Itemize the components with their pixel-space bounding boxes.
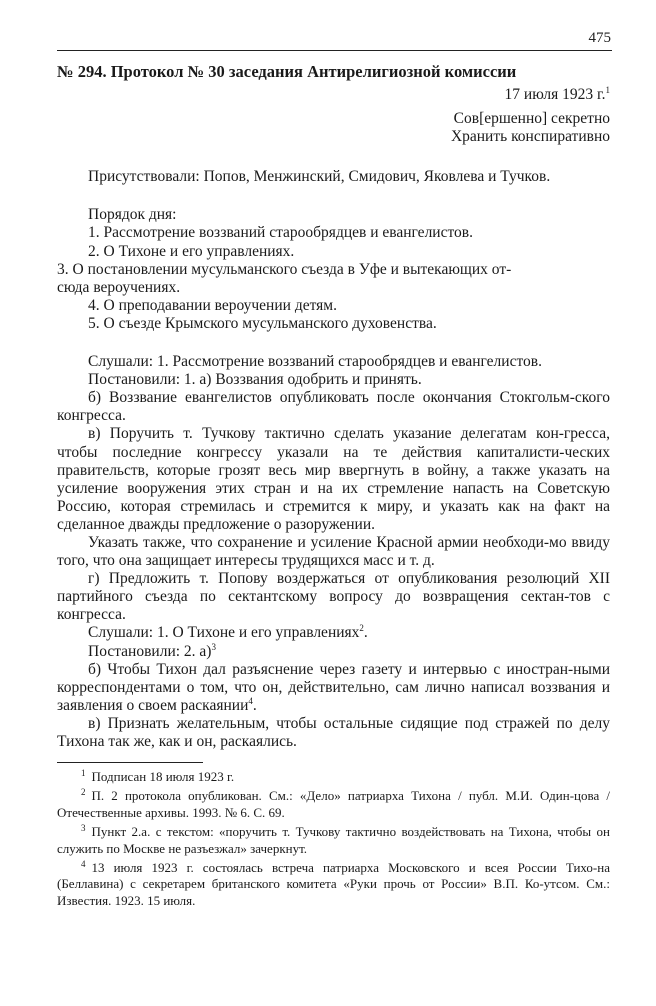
classification-confidential: Хранить конспиративно [450, 128, 610, 146]
header-rule [57, 50, 612, 51]
heard-item-2-text: Слушали: 1. О Тихоне и его управлениях [88, 624, 360, 642]
footnote-ref-4: 4 [248, 695, 253, 706]
footnote-2 [57, 788, 610, 821]
footnote-text: П. 2 протокола опубликован. См.: «Дело» патриарха Тихона / публ. М.И. Один-цова / Отечественные архивы. 1993. № 6. С. 69. [57, 788, 610, 820]
footnote-number: 2 [81, 787, 86, 798]
resolved-item-2b-end: . [252, 696, 257, 714]
footnote-3 [57, 824, 610, 857]
footnote-ref-2: 2 [359, 623, 364, 634]
heard-item-1: Слушали: 1. Рассмотрение воззваний старообрядцев и евангелистов. [88, 353, 542, 371]
agenda-item: 2. О Тихоне и его управлениях. [88, 242, 295, 260]
minutes [57, 353, 610, 751]
resolved-item-2a-text: Постановили: 2. а) [88, 642, 212, 660]
resolved-item-1b: б) Воззвание евангелистов опубликовать после окончания Стокгольм-ского конгресса. [57, 389, 610, 425]
resolved-item-1d: г) Предложить т. Попову воздержаться от опубликования резолюций XII партийного съезда по сектантскому вопросу до возвращения сектан-тов с конгресса. [57, 570, 610, 624]
document-body [57, 62, 610, 751]
footnote-separator [57, 762, 203, 763]
date-footnote-ref: 1 [605, 84, 610, 95]
document-title: № 294. Протокол № 30 заседания Антирелигиозной комиссии [57, 62, 517, 81]
classification-secret: Сов[ершенно] секретно [453, 110, 610, 128]
heard-item-2-end: . [363, 624, 368, 642]
resolved-item-2b [57, 661, 610, 715]
footnote-1 [57, 769, 610, 785]
agenda-item: 5. О съезде Крымского мусульманского духовенства. [88, 314, 437, 332]
footnote-number: 4 [81, 858, 86, 869]
footnote-number: 3 [81, 822, 86, 833]
agenda-item: 3. О постановлении мусульманского съезда в Уфе и вытекающих от- сюда вероучениях. [57, 260, 512, 296]
footnote-text: 13 июля 1923 г. состоялась встреча патриарха Московского и всея России Тихо-на (Беллавина) с секретарем британского комитета «Руки прочь от России» В.П. Ко-утсом. См.: Известия. 1923. 15 июля. [57, 860, 610, 908]
footnotes [57, 769, 610, 912]
agenda-item: 1. Рассмотрение воззваний старообрядцев и евангелистов. [88, 224, 473, 242]
resolved-item-1c-cont: Указать также, что сохранение и усиление Красной армии необходи-мо ввиду того, что она защищает интересы трудящихся масс и т. д. [57, 533, 610, 570]
classification-block [57, 110, 610, 146]
footnote-text: Пункт 2.а. с текстом: «поручить т. Тучкову тактично воздействовать на Тихона, чтобы он служить по Москве не разъезжал» зачеркнут. [57, 824, 610, 856]
attendees-line: Присутствовали: Попов, Менжинский, Смидович, Яковлева и Тучков. [88, 168, 551, 186]
footnote-ref-3: 3 [211, 641, 216, 652]
footnote-4 [57, 860, 610, 909]
resolved-item-1c: в) Поручить т. Тучкову тактично сделать указание делегатам кон-гресса, чтобы последние конгрессу указали на те действия капиталисти-ческих правительств, которые грозят весь мир ввергнуть в войну, а также указать на усиление вооружения этих стран и на их стремление напасть на Советскую Россию, которая стремилась и стремится к миру, и указать как на факт на сделанное дважды предложение о разоружении. [57, 425, 610, 533]
heard-item-2 [57, 624, 610, 642]
page-number: 475 [588, 30, 611, 46]
resolved-item-2a [57, 643, 610, 661]
resolved-item-1a: Постановили: 1. а) Воззвания одобрить и принять. [88, 371, 422, 389]
agenda-item: 4. О преподавании вероучении детям. [88, 296, 337, 314]
footnote-number: 1 [81, 767, 86, 778]
footnote-text: Подписан 18 июля 1923 г. [91, 769, 235, 784]
resolved-item-2b-text: б) Чтобы Тихон дал разъяснение через газету и интервью с иностран-ными корреспондентами о том, что он, действительно, сам лично написал воззвания и заявления о своем раскаянии [57, 660, 610, 714]
agenda [57, 206, 610, 333]
agenda-title: Порядок дня: [88, 206, 177, 224]
resolved-item-2c: в) Признать желательным, чтобы остальные сидящие под стражей по делу Тихона так же, как и он, раскаялись. [57, 714, 610, 750]
document-date [57, 86, 610, 104]
date-text: 17 июля 1923 г. [504, 86, 606, 103]
